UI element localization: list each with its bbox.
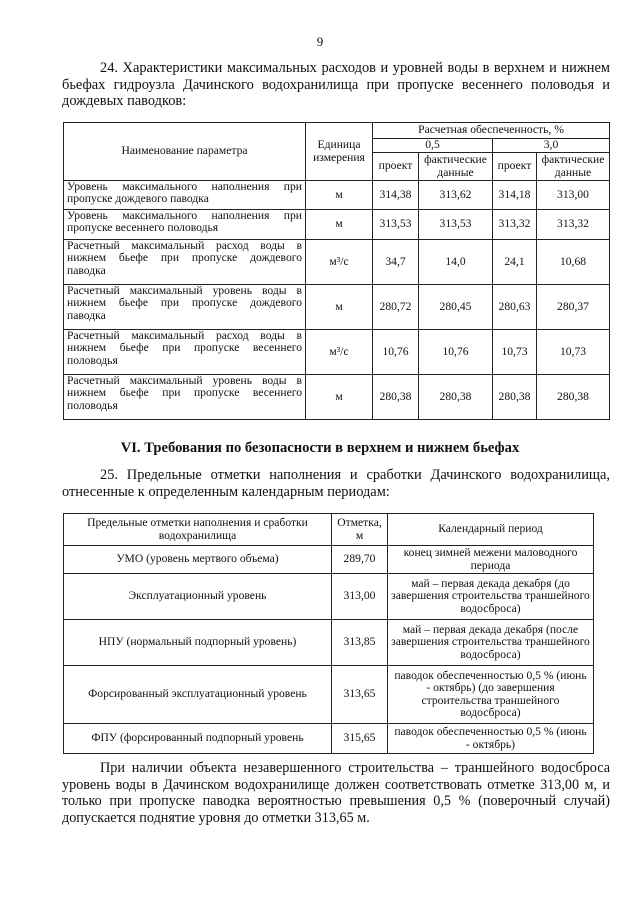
final-paragraph [62, 760, 610, 826]
level-period: конец зимней межени маловодного периода [388, 546, 594, 574]
level-name: ФПУ (форсированный подпорный уровень [64, 724, 332, 754]
value: 314,18 [493, 181, 537, 210]
value: 280,45 [419, 285, 493, 330]
value: 10,73 [537, 330, 610, 375]
value: 10,76 [373, 330, 419, 375]
table-row [64, 375, 610, 420]
header-period: Календарный период [388, 514, 594, 546]
level-name: Форсированный эксплуатационный уровень [64, 666, 332, 724]
table-row [64, 330, 610, 375]
param-name: Расчетный максимальный расход воды в нижнем бьефе при пропуске дождевого паводка [64, 240, 306, 285]
page-number: 9 [316, 34, 324, 49]
table-row [64, 724, 594, 754]
unit: м [306, 285, 373, 330]
level-period: паводок обеспеченностью 0,5 % (июнь - октябрь) (до завершения строительства траншейного водосброса) [388, 666, 594, 724]
level-limits-table [63, 513, 594, 754]
level-period: май – первая декада декабря (после завершения строительства траншейного водосброса) [388, 620, 594, 666]
value: 280,38 [493, 375, 537, 420]
final-paragraph-text: При наличии объекта незавершенного строительства – траншейного водосброса уровень воды в Дачинском водохранилище должен соответствовать отметке 313,00 м, и только при пропуске паводка вероятностью превышения 0,5 % (поверочный случай) допускается поднятие уровня до отметки 313,65 м. [62, 760, 610, 826]
level-name: НПУ (нормальный подпорный уровень) [64, 620, 332, 666]
header-project-1: проект [373, 153, 419, 181]
value: 34,7 [373, 240, 419, 285]
value: 280,38 [373, 375, 419, 420]
section-heading: VI. Требования по безопасности в верхнем и нижнем бьефах [120, 440, 520, 456]
value: 280,38 [537, 375, 610, 420]
header-param: Наименование параметра [64, 123, 306, 181]
level-mark: 313,85 [332, 620, 388, 666]
level-period: паводок обеспеченностью 0,5 % (июнь - октябрь) [388, 724, 594, 754]
level-mark: 289,70 [332, 546, 388, 574]
header-calc: Расчетная обеспеченность, % [373, 123, 610, 139]
header-p30: 3,0 [493, 139, 610, 153]
table-row [64, 210, 610, 240]
table-row [64, 574, 594, 620]
param-name: Уровень максимального наполнения при пропуске весеннего половодья [64, 210, 306, 240]
header-level: Предельные отметки наполнения и сработки водохранилища [64, 514, 332, 546]
value: 280,38 [419, 375, 493, 420]
unit: м [306, 181, 373, 210]
value: 280,72 [373, 285, 419, 330]
paragraph-24 [62, 60, 610, 110]
level-name: Эксплуатационный уровень [64, 574, 332, 620]
value: 313,32 [493, 210, 537, 240]
level-mark: 313,00 [332, 574, 388, 620]
value: 313,53 [419, 210, 493, 240]
level-period: май – первая декада декабря (до завершения строительства траншейного водосброса) [388, 574, 594, 620]
value: 280,37 [537, 285, 610, 330]
table-row [64, 620, 594, 666]
header-actual-1: фактические данные [419, 153, 493, 181]
value: 280,63 [493, 285, 537, 330]
value: 10,73 [493, 330, 537, 375]
table-row [64, 240, 610, 285]
unit: м [306, 375, 373, 420]
param-name: Расчетный максимальный уровень воды в нижнем бьефе при пропуске весеннего половодья [64, 375, 306, 420]
unit: м [306, 210, 373, 240]
header-p05: 0,5 [373, 139, 493, 153]
value: 10,76 [419, 330, 493, 375]
value: 314,38 [373, 181, 419, 210]
table-row [64, 181, 610, 210]
value: 313,53 [373, 210, 419, 240]
paragraph-25-text: 25. Предельные отметки наполнения и сработки Дачинского водохранилища, отнесенные к определенным календарным периодам: [62, 467, 610, 500]
header-mark: Отметка, м [332, 514, 388, 546]
table-row [64, 285, 610, 330]
header-project-2: проект [493, 153, 537, 181]
value: 24,1 [493, 240, 537, 285]
value: 10,68 [537, 240, 610, 285]
header-actual-2: фактические данные [537, 153, 610, 181]
value: 14,0 [419, 240, 493, 285]
value: 313,32 [537, 210, 610, 240]
flow-characteristics-table [63, 122, 610, 420]
table-row [64, 546, 594, 574]
table-row [64, 666, 594, 724]
unit: м³/с [306, 330, 373, 375]
level-mark: 313,65 [332, 666, 388, 724]
param-name: Уровень максимального наполнения при пропуске дождевого паводка [64, 181, 306, 210]
level-name: УМО (уровень мертвого объема) [64, 546, 332, 574]
paragraph-25 [62, 467, 610, 500]
paragraph-24-text: 24. Характеристики максимальных расходов и уровней воды в верхнем и нижнем бьефах гидроузла Дачинского водохранилища при пропуске весеннего половодья и дождевых паводков: [62, 60, 610, 109]
value: 313,62 [419, 181, 493, 210]
param-name: Расчетный максимальный расход воды в нижнем бьефе при пропуске весеннего половодья [64, 330, 306, 375]
level-mark: 315,65 [332, 724, 388, 754]
unit: м³/с [306, 240, 373, 285]
value: 313,00 [537, 181, 610, 210]
param-name: Расчетный максимальный уровень воды в нижнем бьефе при пропуске дождевого паводка [64, 285, 306, 330]
header-unit: Единица измерения [306, 123, 373, 181]
